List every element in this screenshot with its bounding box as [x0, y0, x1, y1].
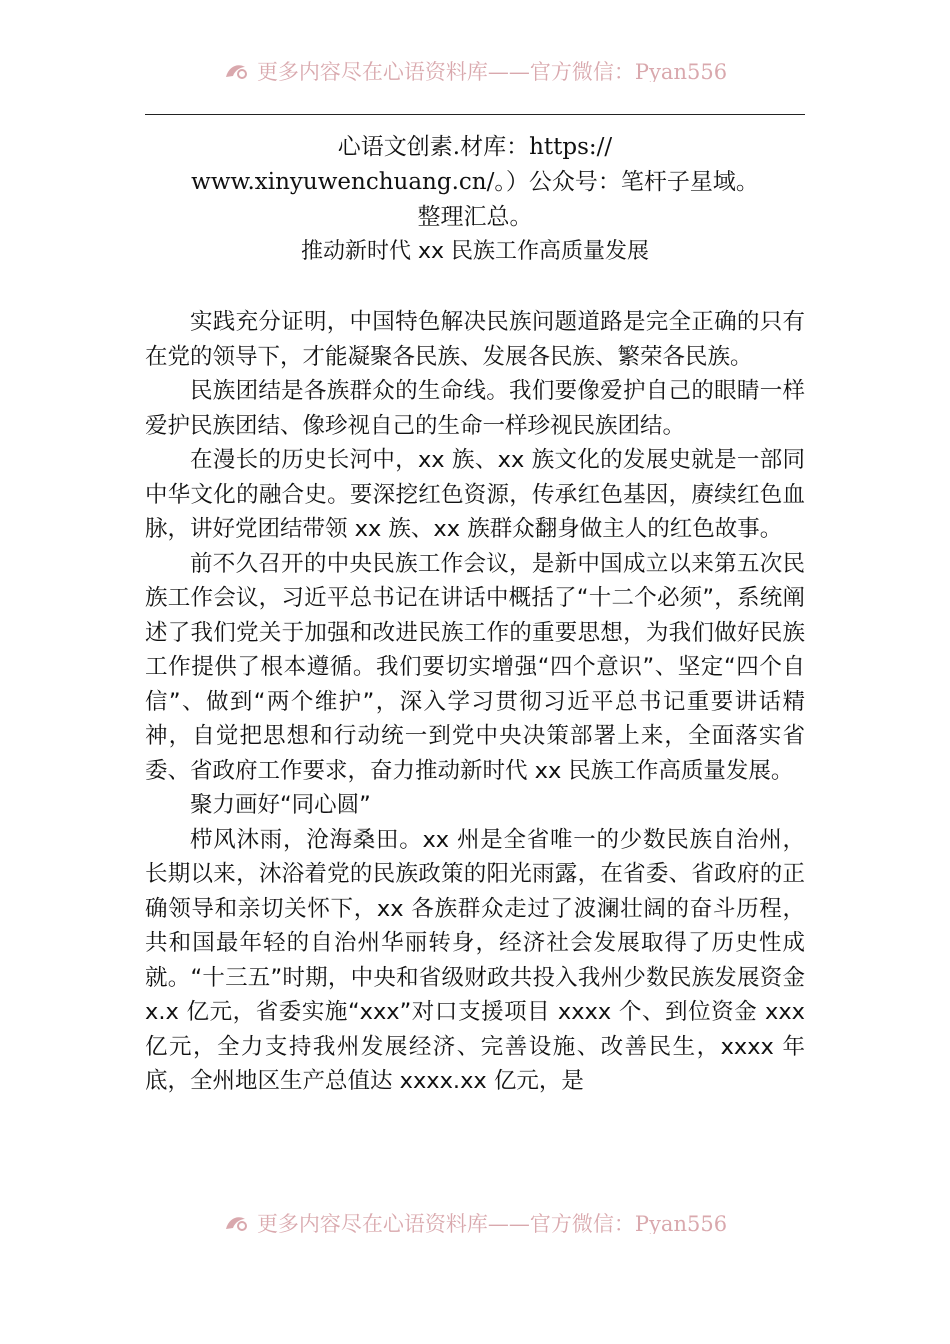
document-body	[145, 305, 805, 1099]
paragraph: 实践充分证明，中国特色解决民族问题道路是完全正确的只有在党的领导下，才能凝聚各民族、发展各民族、繁荣各民族。	[145, 309, 805, 370]
watermark-text: 更多内容尽在心语资料库——官方微信：Pyan556	[256, 60, 728, 82]
section-heading: 聚力画好“同心圆”	[190, 792, 371, 818]
paragraph: 前不久召开的中央民族工作会议，是新中国成立以来第五次民族工作会议，习近平总书记在讲话中概括了“十二个必须”，系统阐述了我们党关于加强和改进民族工作的重要思想，为我们做好民族工作提供了根本遵循。我们要切实增强“四个意识”、坚定“四个自信”、做到“两个维护”，深入学习贯彻习近平总书记重要讲话精神，自觉把思想和行动统一到党中央决策部署上来，全面落实省委、省政府工作要求，奋力推动新时代 xx 民族工作高质量发展。	[145, 550, 805, 784]
paragraph: 在漫长的历史长河中，xx 族、xx 族文化的发展史就是一部同中华文化的融合史。要深挖红色资源，传承红色基因，赓续红色血脉，讲好党团结带领 xx 族、xx 族群众翻身做主人的红色故事。	[145, 447, 805, 542]
paragraph: 栉风沐雨，沧海桑田。xx 州是全省唯一的少数民族自治州，长期以来，沐浴着党的民族政策的阳光雨露，在省委、省政府的正确领导和亲切关怀下，xx 各族群众走过了波澜壮阔的奋斗历程，共和国最年轻的自治州华丽转身，经济社会发展取得了历史性成就。“十三五”时期，中央和省级财政共投入我州少数民族发展资金 x.x 亿元，省委实施“xxx”对口支援项目 xxxx 个、到位资金 xxx 亿元，全力支持我州发展经济、完善设施、改善民生，xxxx 年底，全州地区生产总值达 xxxx.xx 亿元，是	[145, 826, 805, 1094]
source-line-2: www.xinyuwenchuang.cn/。）公众号：笔杆子星域。	[191, 169, 759, 195]
logo-icon	[223, 1212, 251, 1234]
header-divider	[145, 114, 805, 115]
paragraph: 民族团结是各族群众的生命线。我们要像爱护自己的眼睛一样爱护民族团结、像珍视自己的生命一样珍视民族团结。	[145, 378, 805, 439]
document-title: 推动新时代 xx 民族工作高质量发展	[300, 239, 650, 264]
footer-watermark	[0, 1212, 950, 1234]
source-line-1: 心语文创素.材库：https://	[337, 134, 613, 160]
source-line-3: 整理汇总。	[417, 204, 533, 230]
logo-icon	[223, 60, 251, 82]
header-watermark	[0, 60, 950, 82]
source-note	[145, 130, 805, 235]
watermark-text: 更多内容尽在心语资料库——官方微信：Pyan556	[256, 1212, 728, 1234]
